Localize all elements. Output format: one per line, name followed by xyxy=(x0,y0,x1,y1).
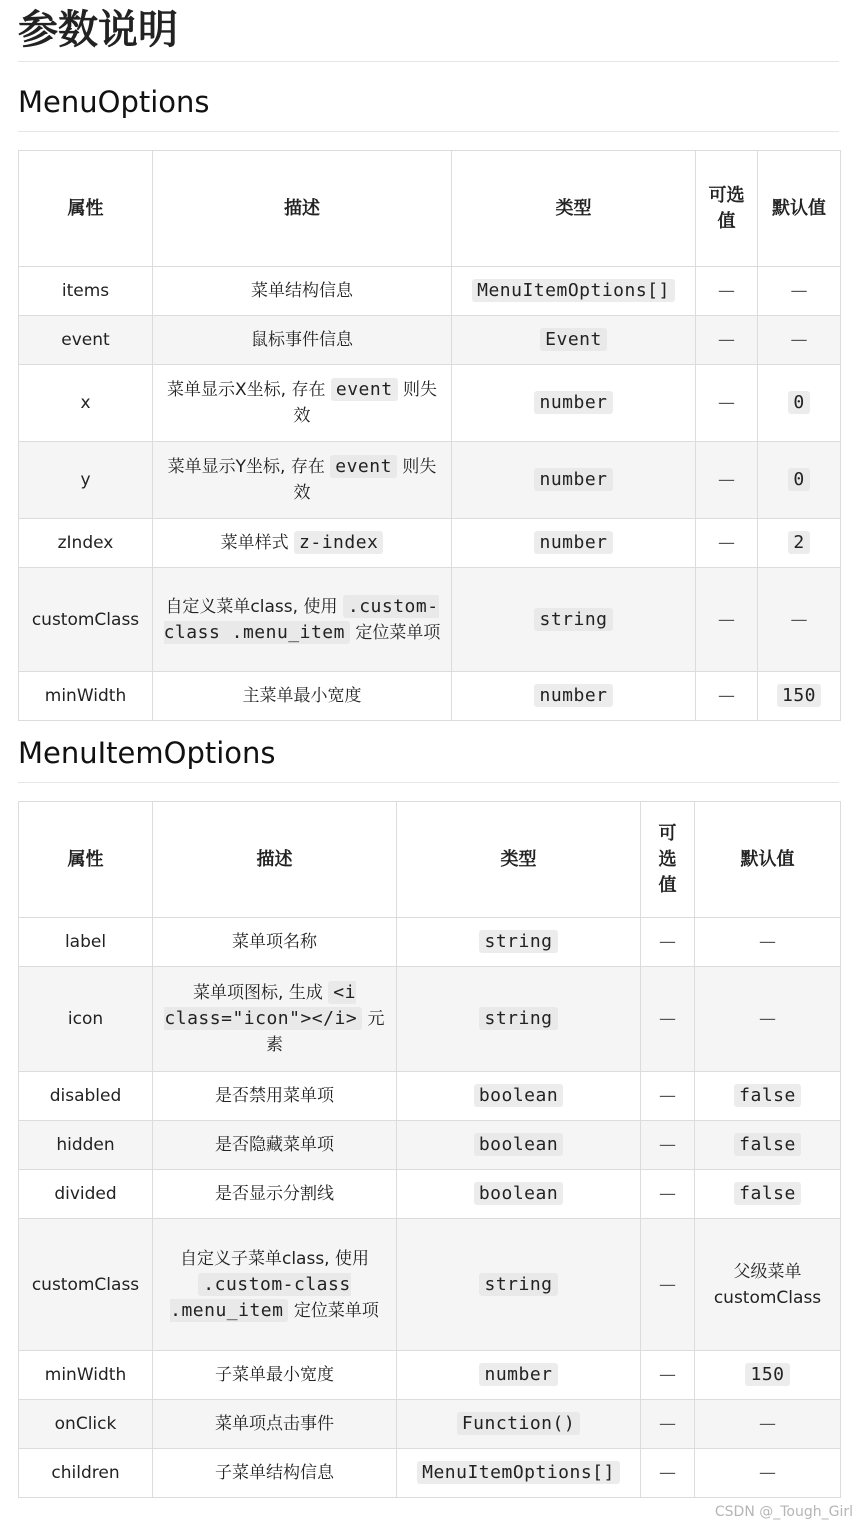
default-code: 150 xyxy=(777,684,821,707)
cell-options: — xyxy=(696,267,758,316)
menu-options-table xyxy=(18,150,841,721)
table-row xyxy=(19,1072,841,1121)
cell-type xyxy=(452,519,696,568)
cell-desc xyxy=(153,316,452,365)
desc-text: 菜单项名称 xyxy=(232,932,317,952)
cell-options: — xyxy=(641,967,695,1072)
cell-desc xyxy=(153,1219,397,1351)
default-code: 2 xyxy=(788,531,809,554)
cell-options: — xyxy=(641,1219,695,1351)
desc-text: 菜单显示Y坐标, 存在 xyxy=(167,457,331,477)
table-row xyxy=(19,1449,841,1498)
cell-type xyxy=(452,267,696,316)
header-options: 可选值 xyxy=(696,151,758,267)
header-default: 默认值 xyxy=(758,151,841,267)
cell-type xyxy=(452,365,696,442)
table-row xyxy=(19,316,841,365)
cell-prop: onClick xyxy=(19,1400,153,1449)
cell-desc xyxy=(153,1121,397,1170)
desc-code: event xyxy=(331,378,398,401)
divider xyxy=(18,782,839,783)
cell-type xyxy=(397,918,641,967)
cell-default xyxy=(758,672,841,721)
divider xyxy=(18,61,839,62)
type-code: boolean xyxy=(474,1182,563,1205)
cell-prop: divided xyxy=(19,1170,153,1219)
default-code: false xyxy=(734,1182,801,1205)
cell-options: — xyxy=(641,1400,695,1449)
cell-default: — xyxy=(695,967,841,1072)
default-code: 0 xyxy=(788,391,809,414)
desc-code: z-index xyxy=(294,531,383,554)
type-code: number xyxy=(479,1363,557,1386)
type-code: string xyxy=(479,930,557,953)
desc-code: .custom-class .menu_item xyxy=(170,1273,351,1321)
desc-text: 子菜单最小宽度 xyxy=(215,1365,334,1385)
section-title-menu-item-options: MenuItemOptions xyxy=(18,736,276,770)
cell-prop: x xyxy=(19,365,153,442)
type-code: boolean xyxy=(474,1084,563,1107)
type-code: boolean xyxy=(474,1133,563,1156)
header-type: 类型 xyxy=(397,802,641,918)
table-row xyxy=(19,267,841,316)
watermark: CSDN @_Tough_Girl xyxy=(714,1504,853,1520)
cell-default xyxy=(758,365,841,442)
cell-type xyxy=(397,967,641,1072)
cell-options: — xyxy=(696,519,758,568)
cell-default: — xyxy=(758,568,841,672)
cell-options: — xyxy=(696,442,758,519)
cell-default: — xyxy=(758,316,841,365)
desc-text: 自定义菜单class, 使用 xyxy=(165,596,343,617)
desc-code: event xyxy=(330,455,397,478)
desc-text: 则失效 xyxy=(293,380,437,426)
cell-options: — xyxy=(641,1351,695,1400)
cell-prop: label xyxy=(19,918,153,967)
header-prop: 属性 xyxy=(19,151,153,267)
cell-desc xyxy=(153,267,452,316)
cell-type xyxy=(452,568,696,672)
cell-default xyxy=(695,1121,841,1170)
cell-desc xyxy=(153,442,452,519)
cell-options: — xyxy=(696,316,758,365)
default-code: 0 xyxy=(788,468,809,491)
cell-type xyxy=(452,442,696,519)
cell-options: — xyxy=(696,365,758,442)
type-code: number xyxy=(534,468,612,491)
type-code: string xyxy=(479,1007,557,1030)
desc-text: 是否禁用菜单项 xyxy=(215,1086,334,1106)
table-row xyxy=(19,1170,841,1219)
header-type: 类型 xyxy=(452,151,696,267)
cell-type xyxy=(397,1170,641,1219)
desc-text: 自定义子菜单class, 使用 xyxy=(179,1248,369,1269)
cell-options: — xyxy=(641,1072,695,1121)
table-row xyxy=(19,672,841,721)
default-code: false xyxy=(734,1084,801,1107)
default-code: false xyxy=(734,1133,801,1156)
cell-type xyxy=(397,1449,641,1498)
cell-default: — xyxy=(695,1449,841,1498)
table-row xyxy=(19,918,841,967)
type-code: number xyxy=(534,684,612,707)
desc-text: 子菜单结构信息 xyxy=(215,1463,334,1483)
desc-text: 是否显示分割线 xyxy=(215,1184,334,1204)
cell-default xyxy=(695,1170,841,1219)
cell-prop: event xyxy=(19,316,153,365)
cell-type xyxy=(397,1400,641,1449)
cell-options: — xyxy=(641,1121,695,1170)
cell-prop: items xyxy=(19,267,153,316)
header-default: 默认值 xyxy=(695,802,841,918)
cell-prop: minWidth xyxy=(19,1351,153,1400)
desc-text: 则失效 xyxy=(293,457,437,503)
cell-desc xyxy=(153,1351,397,1400)
cell-options: — xyxy=(696,568,758,672)
desc-text: 是否隐藏菜单项 xyxy=(215,1135,334,1155)
default-code: 150 xyxy=(745,1363,789,1386)
cell-default: — xyxy=(695,1400,841,1449)
cell-desc xyxy=(153,1400,397,1449)
cell-options: — xyxy=(641,1170,695,1219)
section-title-menu-options: MenuOptions xyxy=(18,85,210,119)
desc-text: 定位菜单项 xyxy=(349,622,441,643)
cell-desc xyxy=(153,1170,397,1219)
cell-options: — xyxy=(696,672,758,721)
cell-prop: children xyxy=(19,1449,153,1498)
cell-options: — xyxy=(641,918,695,967)
cell-desc xyxy=(153,365,452,442)
cell-prop: icon xyxy=(19,967,153,1072)
header-prop: 属性 xyxy=(19,802,153,918)
header-options: 可选值 xyxy=(641,802,695,918)
cell-desc xyxy=(153,519,452,568)
table-row xyxy=(19,1121,841,1170)
cell-options: — xyxy=(641,1449,695,1498)
cell-type xyxy=(452,316,696,365)
desc-text: 定位菜单项 xyxy=(288,1300,379,1321)
cell-type xyxy=(397,1219,641,1351)
cell-prop: y xyxy=(19,442,153,519)
cell-default: — xyxy=(695,918,841,967)
table-row xyxy=(19,1351,841,1400)
desc-text: 主菜单最小宽度 xyxy=(242,686,362,706)
menu-item-options-table xyxy=(18,801,841,1498)
table-row xyxy=(19,519,841,568)
type-code: string xyxy=(479,1273,557,1296)
table-row xyxy=(19,365,841,442)
desc-text: 鼠标事件信息 xyxy=(251,330,353,350)
cell-default: 父级菜单 customClass xyxy=(695,1219,841,1351)
type-code: number xyxy=(534,391,612,414)
divider xyxy=(18,131,839,132)
desc-text: 菜单结构信息 xyxy=(251,281,353,301)
cell-default xyxy=(695,1351,841,1400)
type-code: string xyxy=(534,608,612,631)
cell-type xyxy=(397,1072,641,1121)
page-title: 参数说明 xyxy=(18,7,178,53)
cell-prop: zIndex xyxy=(19,519,153,568)
table-row xyxy=(19,568,841,672)
desc-text: 元素 xyxy=(266,1009,385,1055)
cell-prop: hidden xyxy=(19,1121,153,1170)
type-code: number xyxy=(534,531,612,554)
table-row xyxy=(19,1400,841,1449)
table-row xyxy=(19,1219,841,1351)
cell-prop: disabled xyxy=(19,1072,153,1121)
type-code: MenuItemOptions[] xyxy=(417,1461,620,1484)
cell-desc xyxy=(153,1072,397,1121)
cell-desc xyxy=(153,568,452,672)
desc-code: <i class="icon"></i> xyxy=(164,981,362,1030)
table-row xyxy=(19,967,841,1072)
cell-desc xyxy=(153,918,397,967)
type-code: Function() xyxy=(457,1412,580,1435)
cell-default xyxy=(758,442,841,519)
cell-desc xyxy=(153,967,397,1072)
desc-text: 菜单样式 xyxy=(220,533,295,553)
header-desc: 描述 xyxy=(153,151,452,267)
desc-text: 菜单项图标, 生成 xyxy=(193,983,329,1003)
type-code: Event xyxy=(540,328,607,351)
table-row xyxy=(19,442,841,519)
cell-prop: minWidth xyxy=(19,672,153,721)
cell-default xyxy=(758,519,841,568)
desc-code: .custom-class .menu_item xyxy=(163,595,439,643)
cell-prop: customClass xyxy=(19,1219,153,1351)
cell-default: — xyxy=(758,267,841,316)
cell-type xyxy=(397,1121,641,1170)
cell-type xyxy=(397,1351,641,1400)
desc-text: 菜单项点击事件 xyxy=(215,1414,334,1434)
cell-desc xyxy=(153,672,452,721)
header-desc: 描述 xyxy=(153,802,397,918)
cell-default xyxy=(695,1072,841,1121)
cell-desc xyxy=(153,1449,397,1498)
type-code: MenuItemOptions[] xyxy=(472,279,675,302)
desc-text: 菜单显示X坐标, 存在 xyxy=(167,380,331,400)
cell-type xyxy=(452,672,696,721)
cell-prop: customClass xyxy=(19,568,153,672)
